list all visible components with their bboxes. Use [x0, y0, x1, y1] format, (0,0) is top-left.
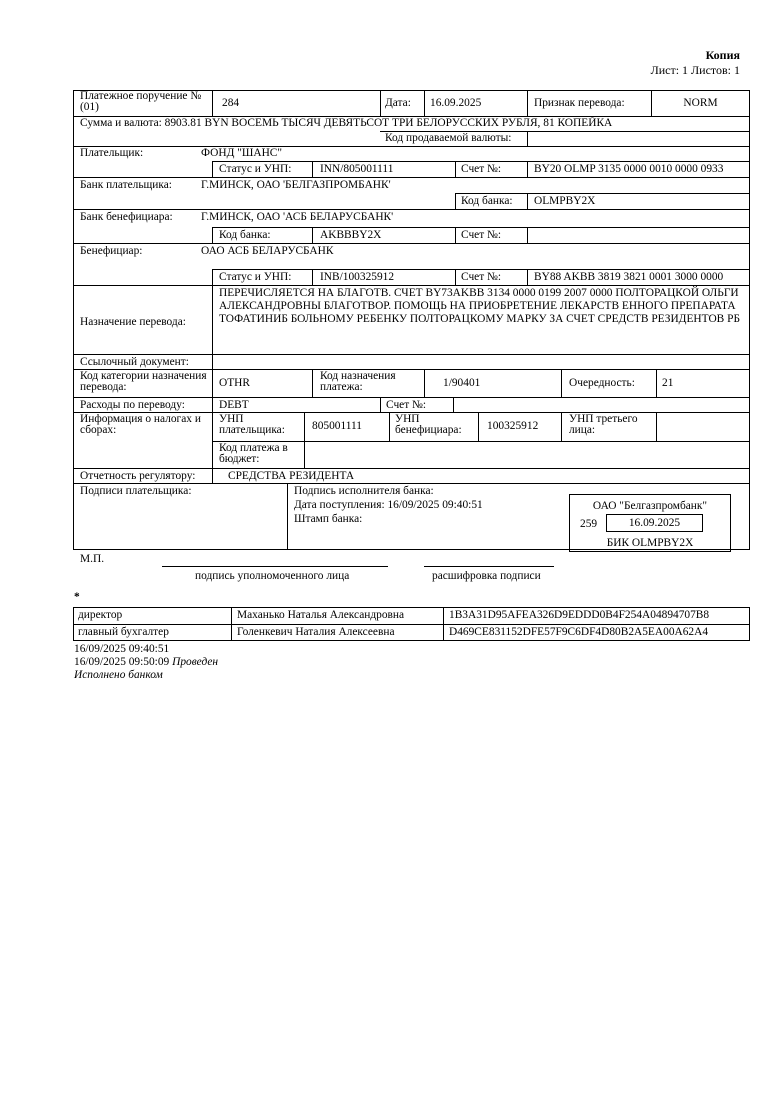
col-divider: [380, 397, 381, 412]
beneficiary-status-unp: INB/100325912: [320, 271, 395, 283]
col-divider: [561, 369, 562, 397]
sheet-info: Лист: 1 Листов: 1: [650, 63, 740, 77]
payer-unp: 805001111: [312, 420, 362, 432]
beneficiary-bank-code: AKBBBY2X: [320, 229, 382, 241]
payer-bank-name: Г.МИНСК, ОАО 'БЕЛГАЗПРОМБАНК': [201, 179, 391, 191]
row-divider: [73, 209, 750, 210]
log-processed: [74, 656, 218, 669]
signer-name: Голенкевич Наталия Алексеевна: [237, 626, 395, 638]
col-divider: [424, 369, 425, 397]
row-divider: [73, 177, 750, 178]
col-divider: [212, 227, 213, 243]
signer-position: директор: [78, 609, 123, 621]
col-divider: [380, 90, 381, 116]
priority-label: Очередность:: [569, 377, 635, 389]
col-divider: [212, 161, 213, 177]
signature-decoding-line: [424, 566, 554, 567]
col-divider: [527, 269, 528, 285]
signature-decoding-caption: расшифровка подписи: [432, 570, 541, 582]
col-divider: [455, 161, 456, 177]
payer-signatures-label: Подписи плательщика:: [80, 485, 192, 497]
order-date: 16.09.2025: [430, 97, 482, 109]
bank-executor-label: Подпись исполнителя банка:: [294, 485, 434, 497]
col-divider: [424, 90, 425, 116]
col-divider: [287, 483, 288, 550]
col-divider: [656, 369, 657, 397]
payer-status-label: Статус и УНП:: [219, 163, 292, 175]
row-divider: [73, 354, 750, 355]
regulator-value: СРЕДСТВА РЕЗИДЕНТА: [228, 470, 355, 482]
col-divider: [561, 412, 562, 441]
category-label: Код категории назначения перевода:: [80, 370, 207, 394]
payment-code: 1/90401: [443, 377, 481, 389]
col-divider: [389, 412, 390, 441]
priority-value: 21: [662, 377, 674, 389]
payer-unp-label: УНП плательщика:: [219, 413, 285, 437]
col-divider: [527, 161, 528, 177]
payer-name: ФОНД "ШАНС": [201, 147, 283, 159]
col-divider: [527, 193, 528, 209]
payer-status-unp: INN/805001111: [320, 163, 394, 175]
beneficiary-unp-label: УНП бенефициара:: [395, 413, 462, 437]
col-divider: [453, 397, 454, 412]
col-divider: [455, 269, 456, 285]
reference-doc-label: Ссылочный документ:: [80, 356, 189, 368]
col-divider: [312, 269, 313, 285]
asterisk-mark: *: [74, 591, 80, 603]
signer-hash: D469CE831152DFE57F9C6DF4D80B2A5EA00A62A4: [449, 626, 709, 638]
payment-code-label: Код назначения платежа:: [320, 370, 396, 394]
beneficiary-label: Бенефициар:: [80, 245, 143, 257]
log-processed-time: 16/09/2025 09:50:09: [74, 656, 170, 668]
purpose-text: ПЕРЕЧИСЛЯЕТСЯ НА БЛАГОТВ. СЧЕТ BY73AKBB 3134 0000 0199 2007 0000 ПОЛТОРАЦКОЙ ОЛЬГИ АЛЕКСАНДРОВНЫ БЛАГОТВОР. ПОМОЩЬ НА ПРИОБРЕТЕНИЕ ЛЕКАРСТВ ЕННОГО ПРЕПАРАТА ТОФАТИНИБ БОЛЬНОМУ РЕБЕНКУ ПОЛТОРАЦКОМУ МАРКУ ЗА СЧЕТ СРЕДСТВ РЕЗИДЕНТОВ РБ: [219, 287, 740, 325]
taxes-label: Информация о налогах и сборах:: [80, 413, 201, 437]
col-divider: [527, 90, 528, 116]
col-divider: [212, 468, 213, 483]
col-divider: [231, 607, 232, 641]
purpose-label: Назначение перевода:: [80, 316, 186, 328]
budget-code-label: Код платежа в бюджет:: [219, 442, 288, 466]
row-divider: [455, 193, 750, 194]
col-divider: [443, 607, 444, 641]
log-received: 16/09/2025 09:40:51: [74, 643, 170, 655]
col-divider: [212, 285, 213, 369]
signer-hash: 1B3A31D95AFEA326D9EDDD0B4F254A04894707B8: [449, 609, 710, 621]
row-divider: [73, 624, 750, 625]
col-divider: [212, 269, 213, 285]
col-divider: [455, 227, 456, 243]
payer-account-label: Счет №:: [461, 163, 502, 175]
amount-line: Сумма и валюта: 8903.81 BYN ВОСЕМЬ ТЫСЯЧ ДЕВЯТЬСОТ ТРИ БЕЛОРУССКИХ РУБЛЯ, 81 КОПЕЙКА: [80, 117, 613, 129]
col-divider: [455, 193, 456, 209]
category-value: OTHR: [219, 377, 251, 389]
beneficiary-status-label: Статус и УНП:: [219, 271, 292, 283]
order-number: 284: [222, 97, 240, 109]
sold-currency-label: Код продаваемой валюты:: [385, 132, 512, 144]
beneficiary-name: ОАО АСБ БЕЛАРУСБАНК: [201, 245, 334, 257]
beneficiary-account: BY88 AKBB 3819 3821 0001 3000 0000: [534, 271, 724, 283]
col-divider: [212, 369, 213, 397]
col-divider: [312, 369, 313, 397]
stamp-bank-name: ОАО "Белгазпромбанк": [592, 500, 708, 512]
stamp-branch: 259: [580, 518, 598, 530]
log-executed: [74, 669, 163, 682]
col-divider: [212, 397, 213, 412]
payer-bank-code-label: Код банка:: [461, 195, 513, 207]
beneficiary-bank-code-label: Код банка:: [219, 229, 271, 241]
col-divider: [656, 412, 657, 441]
col-divider: [312, 227, 313, 243]
copy-label: Копия: [705, 48, 740, 62]
payer-bank-label: Банк плательщика:: [80, 179, 172, 191]
transfer-sign: NORM: [683, 97, 718, 109]
log-processed-status: Проведен: [172, 656, 219, 668]
expenses-account-label: Счет №:: [386, 399, 427, 411]
row-divider: [73, 483, 750, 484]
row-divider: [212, 441, 750, 442]
payer-bank-code: OLMPBY2X: [534, 195, 596, 207]
authorized-signature-caption: подпись уполномоченного лица: [195, 570, 350, 582]
beneficiary-unp: 100325912: [487, 420, 539, 432]
col-divider: [478, 412, 479, 441]
row-divider: [73, 146, 750, 147]
row-divider: [73, 243, 750, 244]
stamp-bik: БИК OLMPBY2X: [606, 537, 694, 549]
expenses-value: DEBT: [219, 399, 249, 411]
third-party-unp-label: УНП третьего лица:: [569, 413, 638, 437]
col-divider: [212, 90, 213, 116]
row-divider: [212, 161, 750, 162]
row-divider: [212, 269, 750, 270]
log-executed-text: Исполнено банком: [74, 669, 163, 681]
signer-name: Маханько Наталья Александровна: [237, 609, 405, 621]
stamp-date: 16.09.2025: [628, 517, 681, 529]
payer-label: Плательщик:: [80, 147, 144, 159]
row-divider: [73, 285, 750, 286]
order-date-label: Дата:: [385, 97, 411, 109]
col-divider: [312, 161, 313, 177]
signer-position: главный бухгалтер: [78, 626, 169, 638]
mp-label: М.П.: [80, 553, 105, 565]
beneficiary-bank-account-label: Счет №:: [461, 229, 502, 241]
beneficiary-account-label: Счет №:: [461, 271, 502, 283]
col-divider: [304, 412, 305, 468]
stamp-label: Штамп банка:: [294, 513, 363, 525]
beneficiary-bank-label: Банк бенефициара:: [80, 211, 173, 223]
col-divider: [527, 227, 528, 243]
signature-line: [162, 566, 388, 567]
received-date: Дата поступления: 16/09/2025 09:40:51: [294, 499, 483, 511]
col-divider: [212, 412, 213, 468]
beneficiary-bank-name: Г.МИНСК, ОАО 'АСБ БЕЛАРУСБАНК': [201, 211, 394, 223]
row-divider: [212, 227, 750, 228]
col-divider: [527, 131, 528, 146]
transfer-sign-label: Признак перевода:: [534, 97, 625, 109]
expenses-label: Расходы по переводу:: [80, 399, 185, 411]
row-divider: [73, 468, 750, 469]
payer-account: BY20 OLMP 3135 0000 0010 0000 0933: [534, 163, 724, 175]
row-divider: [73, 397, 750, 398]
order-title: Платежное поручение № (01): [80, 90, 202, 114]
regulator-label: Отчетность регулятору:: [80, 470, 196, 482]
